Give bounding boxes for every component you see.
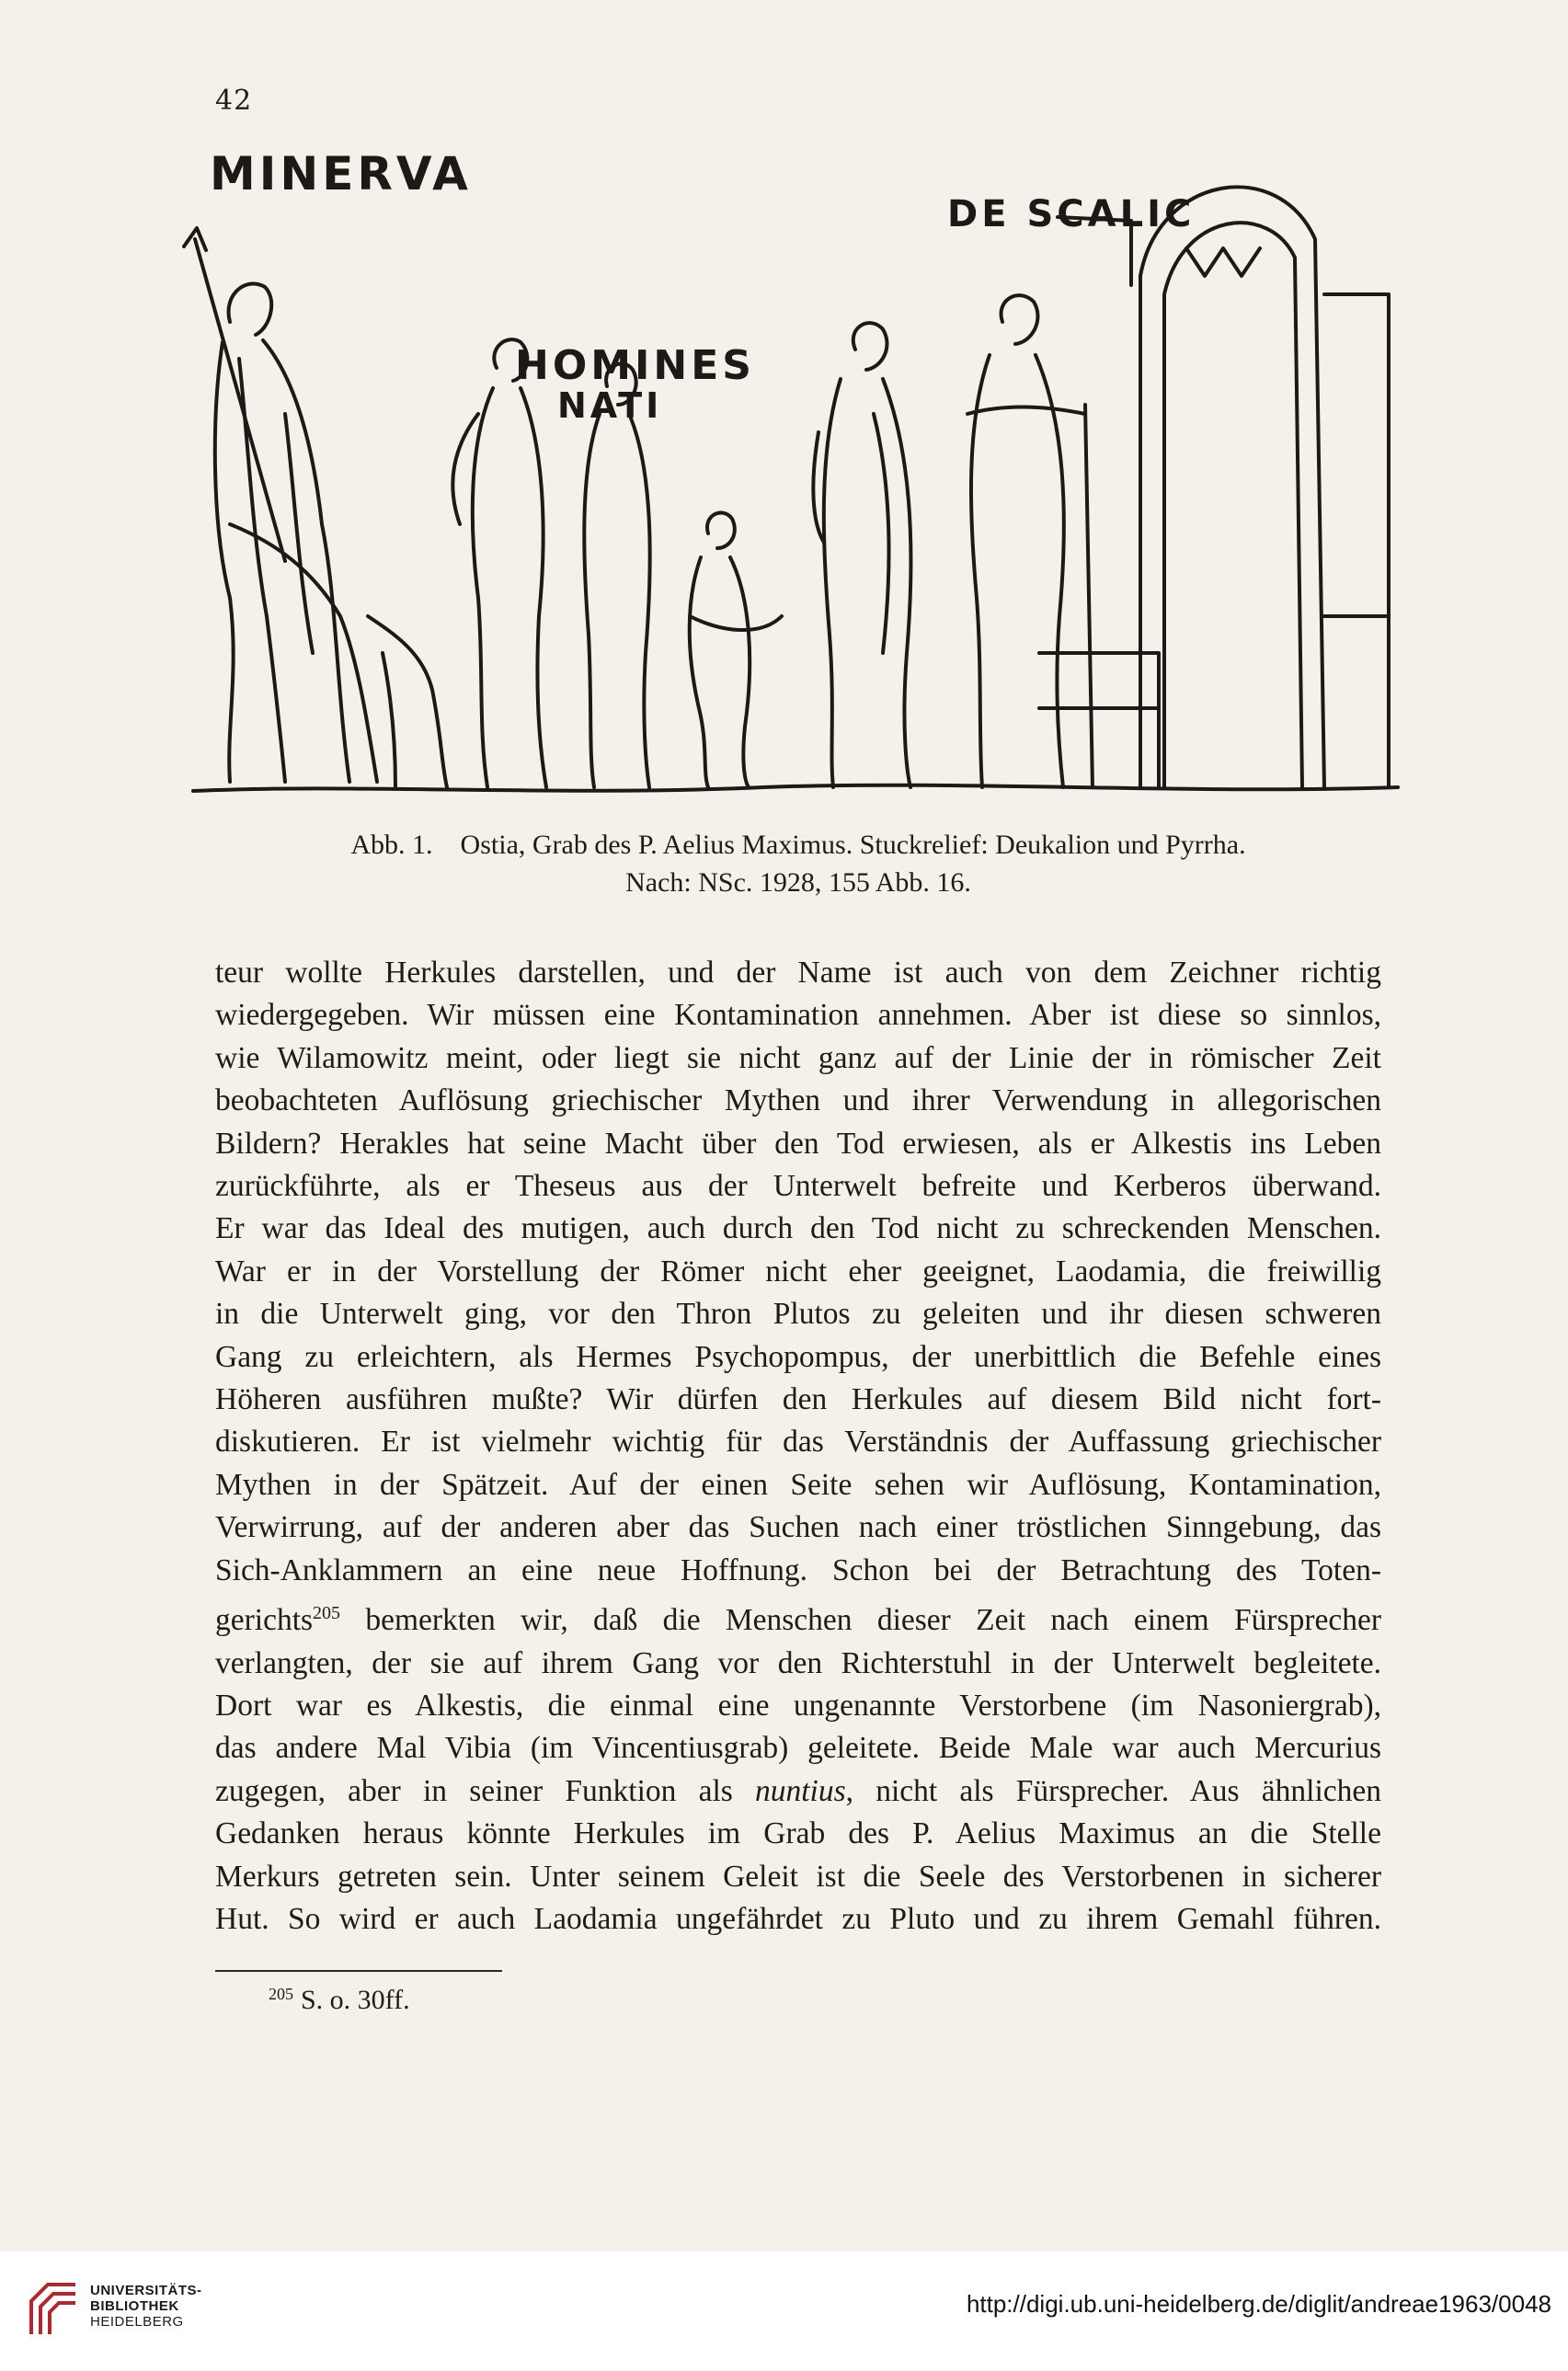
inscription-minerva: MINERVA: [210, 147, 472, 200]
footnote-ref: 205: [313, 1603, 341, 1624]
footnote-separator: [215, 1970, 502, 1972]
text-line: Gedanken heraus könnte Herkules im Grab des P. Aelius Maximus an die Stelle: [215, 1816, 1381, 1851]
text-line: Mythen in der Spätzeit. Auf der einen Seite sehen wir Auflösung, Kontamination,: [215, 1467, 1381, 1502]
text-line: Gang zu erleichtern, als Hermes Psychopompus, der unerbittlich die Befehle eines: [215, 1339, 1381, 1374]
caption-line-1: Abb. 1. Ostia, Grab des P. Aelius Maximus. Stuckrelief: Deukalion und Pyrrha.: [350, 830, 1246, 860]
text-line: Hut. So wird er auch Laodamia ungefährdet zu Pluto und zu ihrem Gemahl führen.: [215, 1902, 1381, 1937]
body-text: [215, 952, 1381, 1941]
relief-illustration: [175, 138, 1416, 809]
text-line: wiedergegeben. Wir müssen eine Kontamination annehmen. Aber ist diese so sinnlos,: [215, 998, 1381, 1033]
text-line: Höheren ausführen mußte? Wir dürfen den Herkules auf diesem Bild nicht fort-: [215, 1382, 1381, 1417]
paragraph: [215, 952, 1381, 1941]
source-url[interactable]: http://digi.ub.uni-heidelberg.de/diglit/andreae1963/0048: [966, 2290, 1551, 2318]
text-line: Verwirrung, auf der anderen aber das Suchen nach einer tröstlichen Sinngebung, das: [215, 1510, 1381, 1545]
footnote: [269, 1985, 410, 2016]
text-line: beobachteten Auflösung griechischer Mythen und ihrer Verwendung in allegorischen: [215, 1083, 1381, 1118]
italic-term: nuntius: [754, 1773, 846, 1808]
relief-drawing: [175, 138, 1416, 809]
text-line: Er war das Ideal des mutigen, auch durch den Tod nicht zu schreckenden Menschen.: [215, 1211, 1381, 1246]
text-line: Merkurs getreten sein. Unter seinem Geleit ist die Seele des Verstorbenen in sicherer: [215, 1859, 1381, 1894]
text-line: zurückführte, als er Theseus aus der Unterwelt befreite und Kerberos überwand.: [215, 1169, 1381, 1204]
text-fragment: bemerkten wir, daß die Menschen dieser Zeit nach einem Fürsprecher: [340, 1603, 1381, 1638]
text-line-with-footnote-ref: [215, 1592, 1381, 1643]
text-line: teur wollte Herkules darstellen, und der Name ist auch von dem Zeichner richtig: [215, 956, 1381, 990]
text-line: das andere Mal Vibia (im Vincentiusgrab) geleitete. Beide Male war auch Mercurius: [215, 1731, 1381, 1766]
text-fragment: , nicht als Fürsprecher. Aus ähnlichen: [845, 1773, 1381, 1808]
text-line: Dort war es Alkestis, die einmal eine ungenannte Verstorbene (im Nasoniergrab),: [215, 1689, 1381, 1724]
text-fragment: zugegen, aber in seiner Funktion als: [215, 1773, 755, 1808]
caption-line-2: Nach: NSc. 1928, 155 Abb. 16.: [625, 867, 971, 898]
page-number: 42: [215, 85, 253, 117]
library-line-1: UNIVERSITÄTS-: [90, 2283, 202, 2298]
text-line: Bildern? Herakles hat seine Macht über den Tod erwiesen, als er Alkestis ins Leben: [215, 1126, 1381, 1161]
text-line: Sich-Anklammern an eine neue Hoffnung. Schon bei der Betrachtung des Toten-: [215, 1552, 1381, 1587]
university-library-logo-icon: [28, 2281, 79, 2338]
inscription-homines: HOMINES: [515, 342, 755, 389]
footnote-text: S. o. 30ff.: [301, 1985, 410, 2015]
inscription-de-scalic: DE SCALIC: [947, 193, 1196, 235]
inscription-nati: NATI: [557, 385, 663, 426]
library-name: [90, 2283, 202, 2330]
text-line: War er in der Vorstellung der Römer nicht eher geeignet, Laodamia, die freiwillig: [215, 1254, 1381, 1289]
footnote-number: 205: [269, 1985, 293, 2003]
library-line-3: HEIDELBERG: [90, 2314, 184, 2330]
text-line: verlangten, der sie auf ihrem Gang vor den Richterstuhl in der Unterwelt begleitete.: [215, 1645, 1381, 1680]
text-fragment: gerichts: [215, 1603, 314, 1638]
text-line: wie Wilamowitz meint, oder liegt sie nicht ganz auf der Linie der in römischer Zeit: [215, 1040, 1381, 1075]
text-line-with-italic: [215, 1770, 1381, 1813]
text-line: in die Unterwelt ging, vor den Thron Plutos zu geleiten und ihr diesen schweren: [215, 1297, 1381, 1332]
figure-caption: [215, 826, 1381, 901]
library-line-2: BIBLIOTHEK: [90, 2298, 179, 2314]
text-line: diskutieren. Er ist vielmehr wichtig für das Verständnis der Auffassung griechischer: [215, 1425, 1381, 1460]
